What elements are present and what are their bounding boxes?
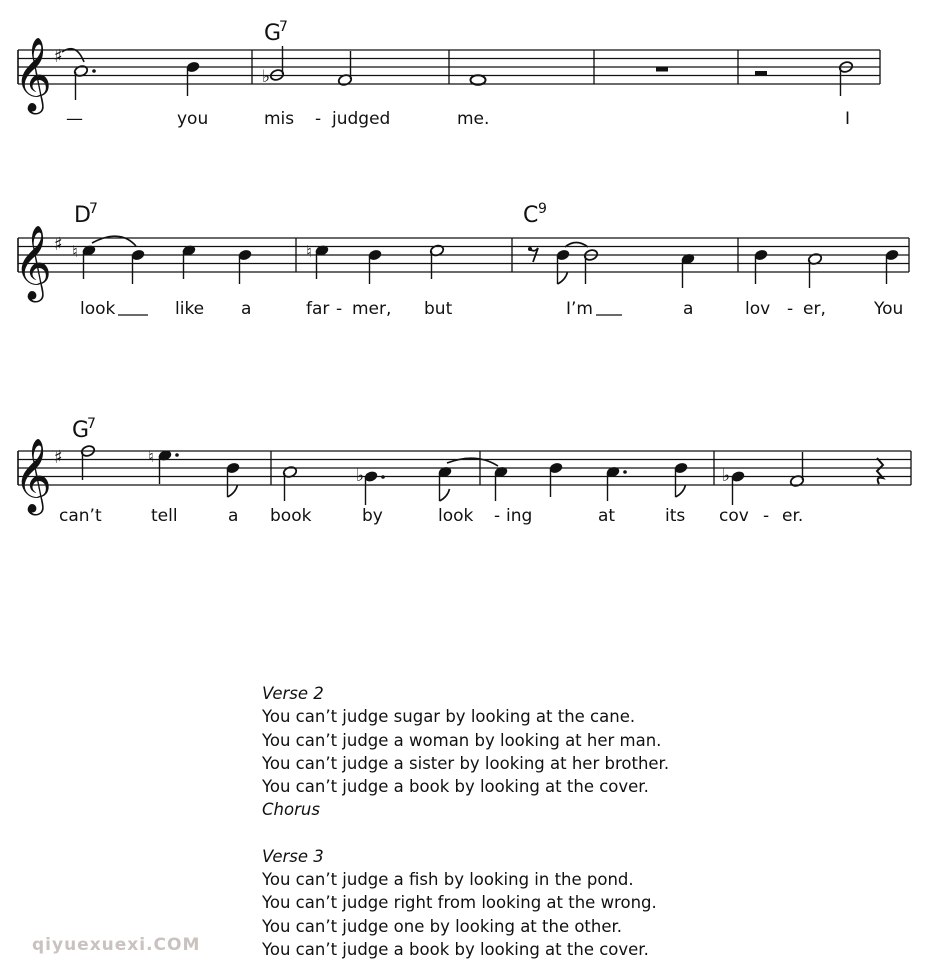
sharp-key-signature-icon: ♯ [54, 447, 63, 468]
svg-text:♭: ♭ [722, 466, 731, 486]
verse-2-heading: Verse 2 [262, 684, 324, 703]
lyric-syllable: you [177, 109, 209, 129]
chord-extension: 7 [87, 416, 96, 432]
lyric-syllable: tell [151, 506, 178, 526]
lyric-syllable: You [874, 299, 904, 319]
svg-text:♭: ♭ [356, 466, 365, 486]
lyric-syllable: er, [803, 299, 826, 319]
lyrics-system-3 [59, 506, 803, 526]
chord-symbol: G [72, 418, 90, 443]
lyric-syllable: at [598, 506, 616, 526]
verse-line: You can’t judge a woman by looking at her man. [262, 730, 662, 750]
svg-text:♮: ♮ [306, 242, 312, 261]
lyric-syllable: far [306, 299, 330, 319]
verse-line: You can’t judge a fish by looking in the pond. [262, 870, 634, 890]
svg-text:♮: ♮ [148, 447, 154, 466]
lyric-syllable: a [228, 506, 239, 526]
lyric-syllable: a [241, 299, 252, 319]
verse-line: You can’t judge a sister by looking at her brother. [262, 753, 670, 773]
verse-line: You can’t judge sugar by looking at the cane. [262, 707, 636, 727]
lyric-syllable: - [787, 299, 794, 319]
verse-3-heading: Verse 3 [262, 846, 324, 866]
lyric-syllable: ing [506, 506, 533, 526]
lyric-syllable: mer, [352, 299, 392, 319]
verse-line: You can’t judge right from looking at the wrong. [262, 893, 657, 913]
lyric-syllable: me. [457, 109, 490, 129]
staff-system-2 [18, 238, 909, 272]
chord-extension: 9 [538, 201, 547, 217]
lyric-syllable: a [683, 299, 694, 319]
lyric-syllable: its [665, 506, 686, 526]
sharp-key-signature-icon: ♯ [54, 234, 63, 255]
verse-line: You can’t judge a book by looking at the cover. [262, 777, 649, 797]
lyric-syllable: mis [264, 109, 295, 129]
lyric-syllable: look [438, 506, 474, 526]
lyric-syllable: by [362, 506, 383, 526]
verse-line: You can’t judge a book by looking at the cover. [262, 939, 649, 959]
lyric-syllable: judged [332, 109, 391, 129]
treble-clef-icon: 𝄞 [14, 226, 52, 300]
chord-symbol: C [523, 203, 539, 228]
svg-text:♭: ♭ [262, 67, 271, 87]
lyric-syllable: — [66, 109, 83, 129]
verse-line: You can’t judge one by looking at the other. [262, 916, 623, 936]
verse-spacer [262, 822, 902, 845]
lyric-syllable: like [175, 299, 205, 319]
lyric-syllable: look [80, 299, 116, 319]
lyric-syllable: but [424, 299, 453, 319]
notes-system-3 [80, 444, 883, 505]
sharp-key-signature-icon: ♯ [54, 46, 63, 67]
chorus-label: Chorus [262, 800, 320, 820]
lyric-syllable: can’t [59, 506, 102, 526]
lyric-syllable: er. [782, 506, 804, 526]
lyric-syllable: cov [719, 506, 749, 526]
lyric-syllable: I [845, 109, 851, 129]
chord-extension: 7 [89, 201, 98, 217]
watermark: qiyuexuexi.COM [32, 935, 201, 955]
lyric-syllable: book [270, 506, 312, 526]
lyric-syllable: - [336, 299, 343, 319]
treble-clef-icon: 𝄞 [14, 38, 52, 112]
lyric-syllable: - [315, 109, 322, 129]
lyrics-system-1 [66, 109, 850, 129]
svg-text:♮: ♮ [72, 242, 78, 261]
notes-system-1 [62, 46, 854, 100]
chord-symbol: D [74, 203, 91, 228]
lyrics-system-2 [80, 299, 903, 319]
lyric-syllable: - [763, 506, 770, 526]
lyric-syllable: - [494, 506, 501, 526]
staff-system-1 [18, 50, 880, 84]
chord-extension: 7 [279, 19, 288, 35]
lyric-syllable: lov [745, 299, 771, 319]
treble-clef-icon: 𝄞 [14, 439, 52, 513]
notes-system-2 [72, 236, 900, 288]
lyric-syllable: I’m [566, 299, 593, 319]
verse-lyrics [262, 682, 902, 961]
chord-symbol: G [264, 21, 282, 46]
